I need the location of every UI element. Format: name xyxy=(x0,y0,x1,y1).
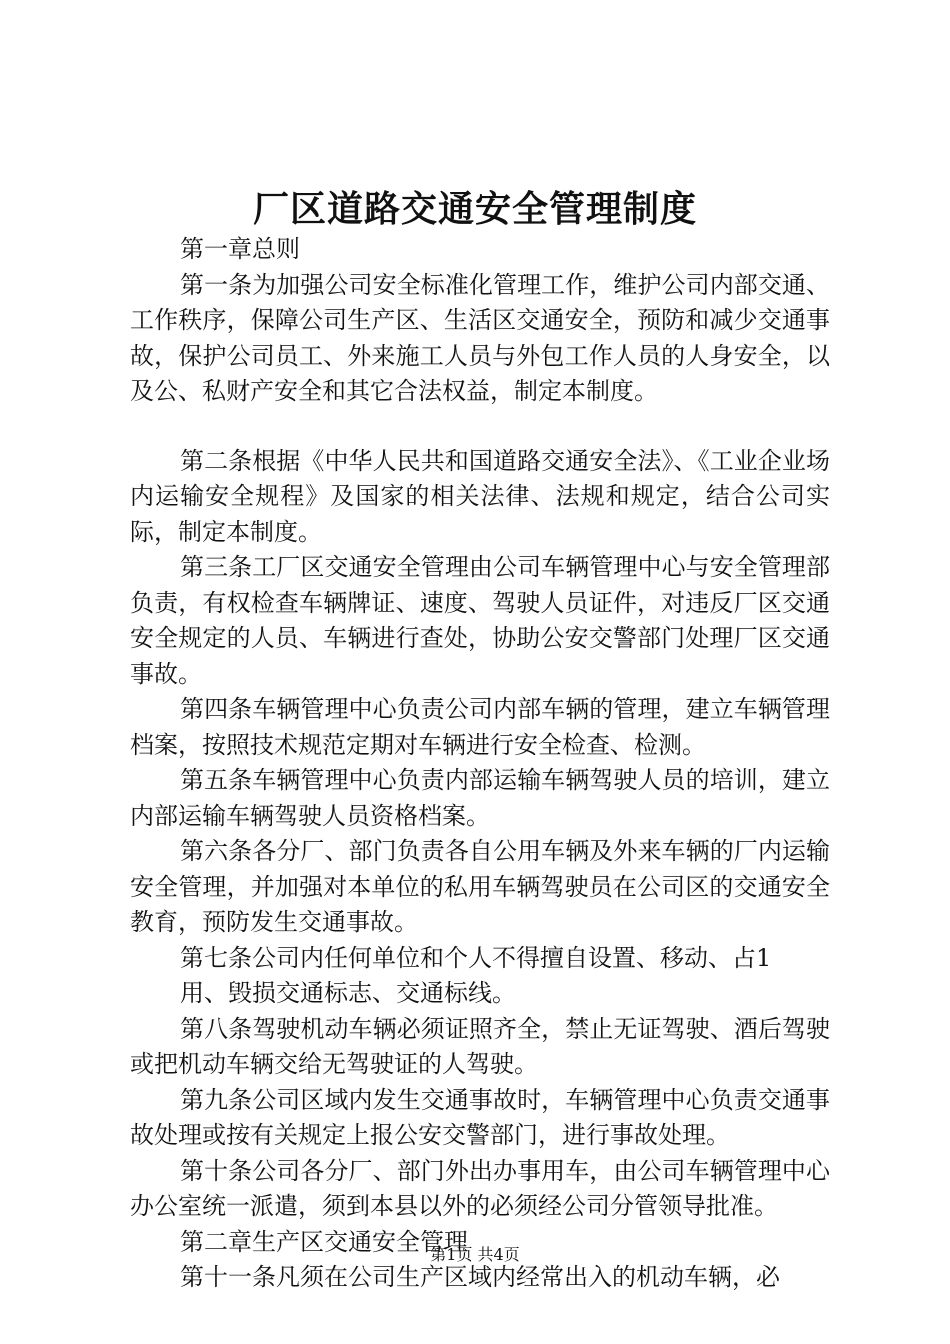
article-paragraph: 第二条根据《中华人民共和国道路交通安全法》、《工业企业场内运输安全规程》及国家的相关法律、法规和规定，结合公司实际，制定本制度。 xyxy=(130,446,830,546)
document-body xyxy=(130,232,830,1296)
chapter-heading: 第二章生产区交通安全管理 xyxy=(180,1227,468,1256)
article-paragraph: 第五条车辆管理中心负责内部运输车辆驾驶人员的培训，建立内部运输车辆驾驶人员资格档案。 xyxy=(130,766,830,830)
article-paragraph-continuation: 用、毁损交通标志、交通标线。 xyxy=(180,979,516,1007)
article-paragraph: 第三条工厂区交通安全管理由公司车辆管理中心与安全管理部负责，有权检查车辆牌证、速度、驾驶人员证件，对违反厂区交通安全规定的人员、车辆进行查处，协助公安交警部门处理厂区交通事故。 xyxy=(130,553,830,688)
article-paragraph: 第十一条凡须在公司生产区域内经常出入的机动车辆，必 xyxy=(180,1263,780,1291)
article-paragraph: 第十条公司各分厂、部门外出办事用车，由公司车辆管理中心办公室统一派遣，须到本县以外的必须经公司分管领导批准。 xyxy=(130,1156,830,1220)
article-paragraph: 第七条公司内任何单位和个人不得擅自设置、移动、占1 xyxy=(180,943,772,972)
document-title: 厂区道路交通安全管理制度 xyxy=(252,188,697,230)
article-paragraph: 第八条驾驶机动车辆必须证照齐全，禁止无证驾驶、酒后驾驶或把机动车辆交给无驾驶证的人驾驶。 xyxy=(130,1014,830,1078)
page-number-footer: 第1页 共4页 xyxy=(430,1245,520,1264)
article-paragraph: 第六条各分厂、部门负责各自公用车辆及外来车辆的厂内运输安全管理，并加强对本单位的私用车辆驾驶员在公司区的交通安全教育，预防发生交通事故。 xyxy=(130,837,830,936)
article-paragraph: 第四条车辆管理中心负责公司内部车辆的管理，建立车辆管理档案，按照技术规范定期对车辆进行安全检查、检测。 xyxy=(130,695,830,759)
article-paragraph: 第一条为加强公司安全标准化管理工作，维护公司内部交通、工作秩序，保障公司生产区、生活区交通安全，预防和减少交通事故，保护公司员工、外来施工人员与外包工作人员的人身安全，以及公、私财产安全和其它合法权益，制定本制度。 xyxy=(130,270,830,405)
article-paragraph: 第九条公司区域内发生交通事故时，车辆管理中心负责交通事故处理或按有关规定上报公安交警部门，进行事故处理。 xyxy=(130,1085,830,1149)
chapter-heading: 第一章总则 xyxy=(180,235,300,263)
